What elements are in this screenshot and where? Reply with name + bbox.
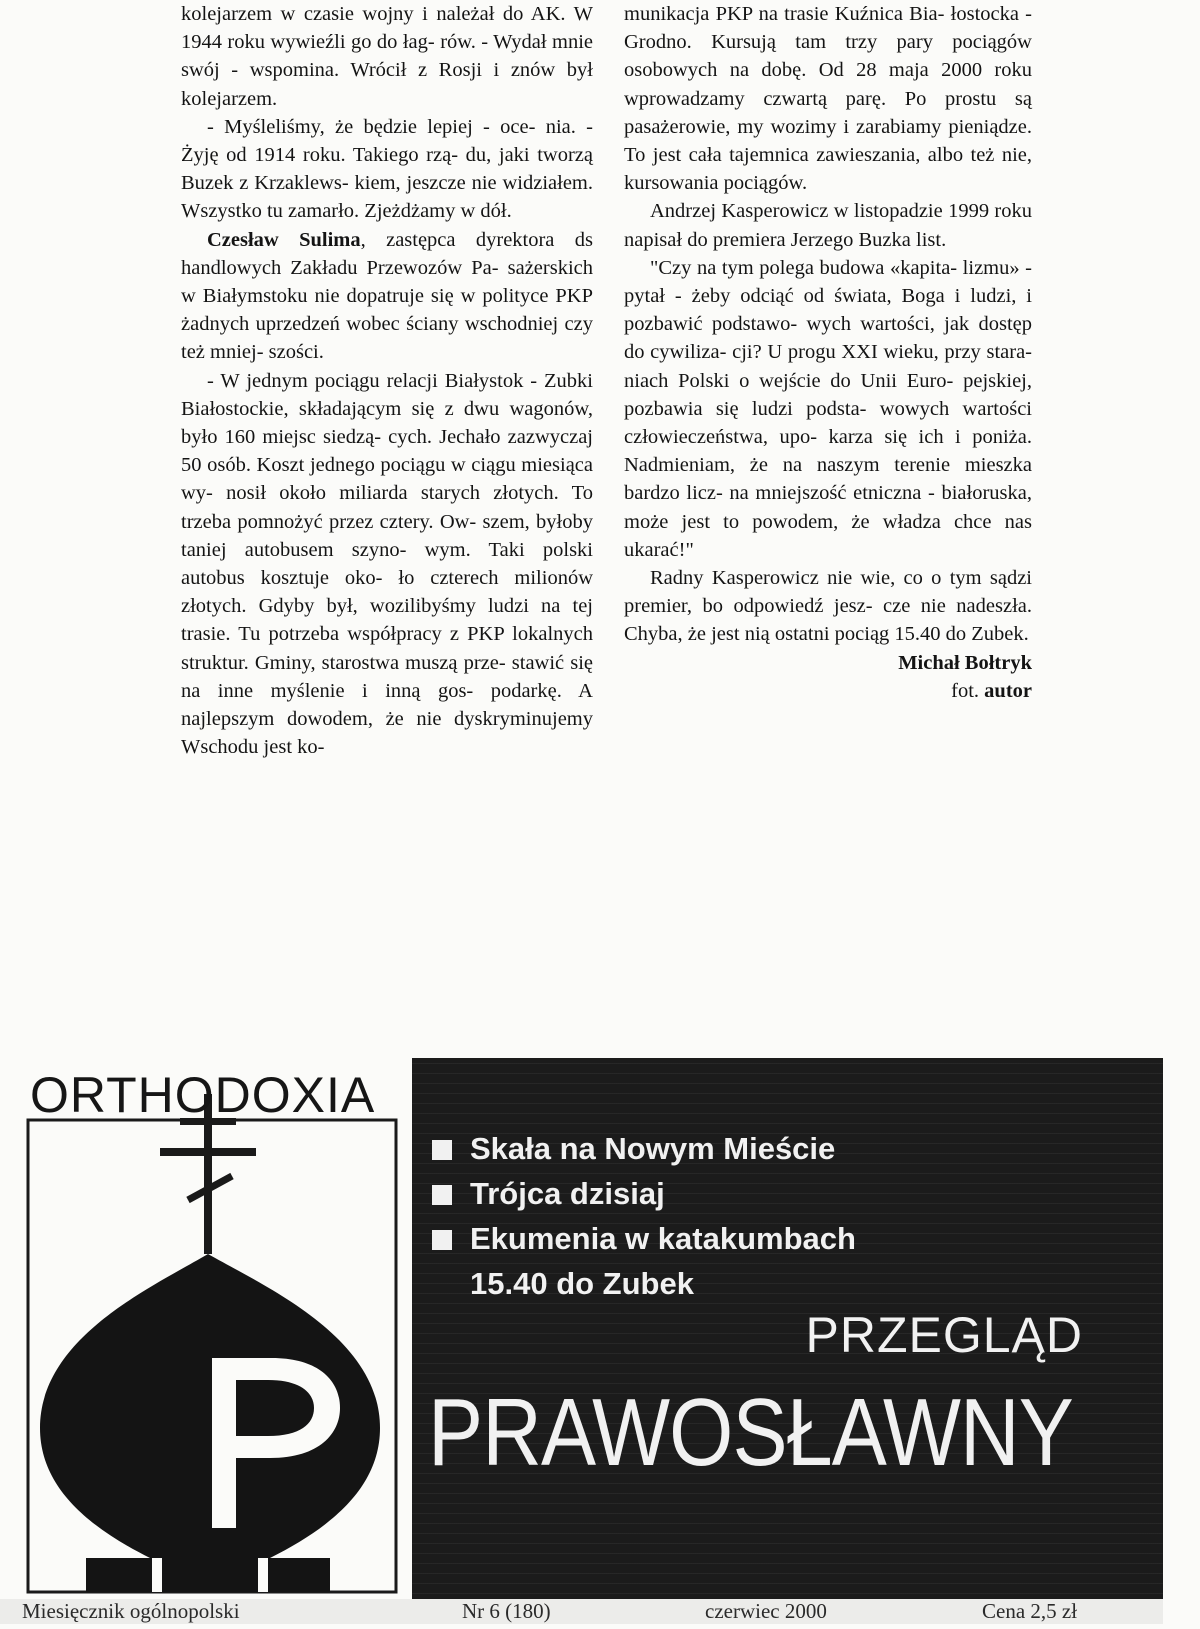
magazine-subtitle: Miesięcznik ogólnopolski [22, 1599, 240, 1623]
text-line: Wrócił z Rosji i znów był kolejarzem. [181, 59, 593, 110]
text-line: kolejarzem w czasie wojny i należał do [181, 3, 524, 25]
photo-credit-author: autor [984, 679, 1032, 702]
paragraph: "Czy na tym polega budowa «kapita- lizmu» - pytał - żeby odciąć od świata, Boga i ludzi, i pozbawić podstawo- wych wartości, jak dostęp do cywiliza- cji? U progu XXI wieku, przy stara- niach Polski o wejście do Unii Euro- pejskiej, pozbawia się ludzi podsta- wowych wartości człowieczeństwa, upo- karza się ich i poniża. Nadmieniam, że na naszym terenie mieszka bardzo licz- na mniejszość etniczna - białoruska, może jest to powodem, że władza chce nas ukarać!" [624, 256, 1032, 561]
bullet-square-icon [432, 1140, 452, 1160]
headline-text: Trójca dzisiaj [470, 1176, 665, 1211]
paragraph [181, 226, 593, 367]
headline-item [432, 1261, 856, 1306]
issue-number: Nr 6 (180) [462, 1599, 551, 1623]
bullet-square-icon [432, 1185, 452, 1205]
magazine-title-main: PRAWOSŁAWNY [428, 1379, 1073, 1486]
magazine-cover [0, 1058, 1163, 1624]
author-byline [624, 649, 1032, 677]
issue-price: Cena 2,5 zł [982, 1599, 1078, 1623]
text-line: AK. W 1944 roku wywieźli go do łag- [181, 3, 593, 54]
author-name: Michał Bołtryk [898, 651, 1032, 674]
headline-item [432, 1216, 856, 1261]
headline-item [432, 1126, 856, 1171]
cover-emblem-panel [0, 1058, 412, 1599]
article-column-1 [181, 0, 593, 761]
text-line: rów. - Wydał mnie swój - wspomina. [181, 31, 594, 82]
headline-text: Ekumenia w katakumbach [470, 1221, 856, 1256]
paragraph: - Myśleliśmy, że będzie lepiej - oce- nia. - Żyję od 1914 roku. Takiego rzą- du, jaki tworzą Buzek z Krzaklews- kiem, jeszcze nie widziałem. Wszystko tu zamarło. Zjeżdżamy w dół. [181, 115, 593, 223]
person-name: Czesław Sulima [207, 228, 361, 251]
article-column-2 [624, 0, 1032, 705]
headline-text: Skała na Nowym Mieście [470, 1131, 836, 1166]
paragraph: Radny Kasperowicz nie wie, co o tym sądzi premier, bo odpowiedź jesz- cze nie nadeszła. Chyba, że jest nią ostatni pociąg 15.40 do Zubek. [624, 567, 1032, 646]
series-title: ORTHODOXIA [30, 1067, 376, 1123]
paragraph: Andrzej Kasperowicz w listopadzie 1999 roku napisał do premiera Jerzego Buzka list. [624, 200, 1032, 251]
orthodox-dome-logo [0, 1058, 412, 1599]
bullet-square-icon [432, 1230, 452, 1250]
photo-credit-label: fot. [951, 679, 985, 702]
magazine-title-top: PRZEGLĄD [805, 1307, 1083, 1363]
headline-item [432, 1171, 856, 1216]
paragraph: munikacja PKP na trasie Kuźnica Bia- łostocka - Grodno. Kursują tam trzy pary pociągów osobowych na dobę. Od 28 maja 2000 roku wprowadzamy czwartą parę. Po prostu są pasażerowie, my wozimy i zarabiamy pieniądze. To jest cała tajemnica zawieszania, albo też nie, kursowania pociągów. [624, 3, 1032, 195]
photo-credit [624, 677, 1032, 705]
paragraph: - W jednym pociągu relacji Białystok - Zubki Białostockie, składającym się z dwu wagonów, było 160 miejsc siedzą- cych. Jechało zazwyczaj 50 osób. Koszt jednego pociągu w ciągu miesiąca wy- nosił około miliarda starych złotych. To trzeba pomnożyć przez cztery. Ow- szem, byłoby taniej autobusem szyno- wym. Taki polski autobus kosztuje oko- ło czterech milionów złotych. Gdyby był, wozilibyśmy ludzi na tej trasie. Tu potrzeba współpracy z PKP lokalnych struktur. Gminy, starostwa muszą prze- stawić się na inne myślenie i inną gos- podarkę. A najlepszym dowodem, że nie dyskryminujemy Wschodu jest ko- [181, 369, 593, 759]
paragraph [181, 0, 593, 113]
cover-headlines [432, 1126, 856, 1306]
issue-date: czerwiec 2000 [705, 1599, 827, 1623]
cover-footer [0, 1599, 1163, 1624]
paragraph-text: , zastępca dyrektora ds handlowych Zakładu Przewozów Pa- sażerskich w Białymstoku nie dopatruje się w polityce PKP żadnych uprzedzeń wobec ściany wschodniej czy też mniej- szości. [181, 228, 593, 364]
headline-text: 15.40 do Zubek [470, 1266, 694, 1301]
